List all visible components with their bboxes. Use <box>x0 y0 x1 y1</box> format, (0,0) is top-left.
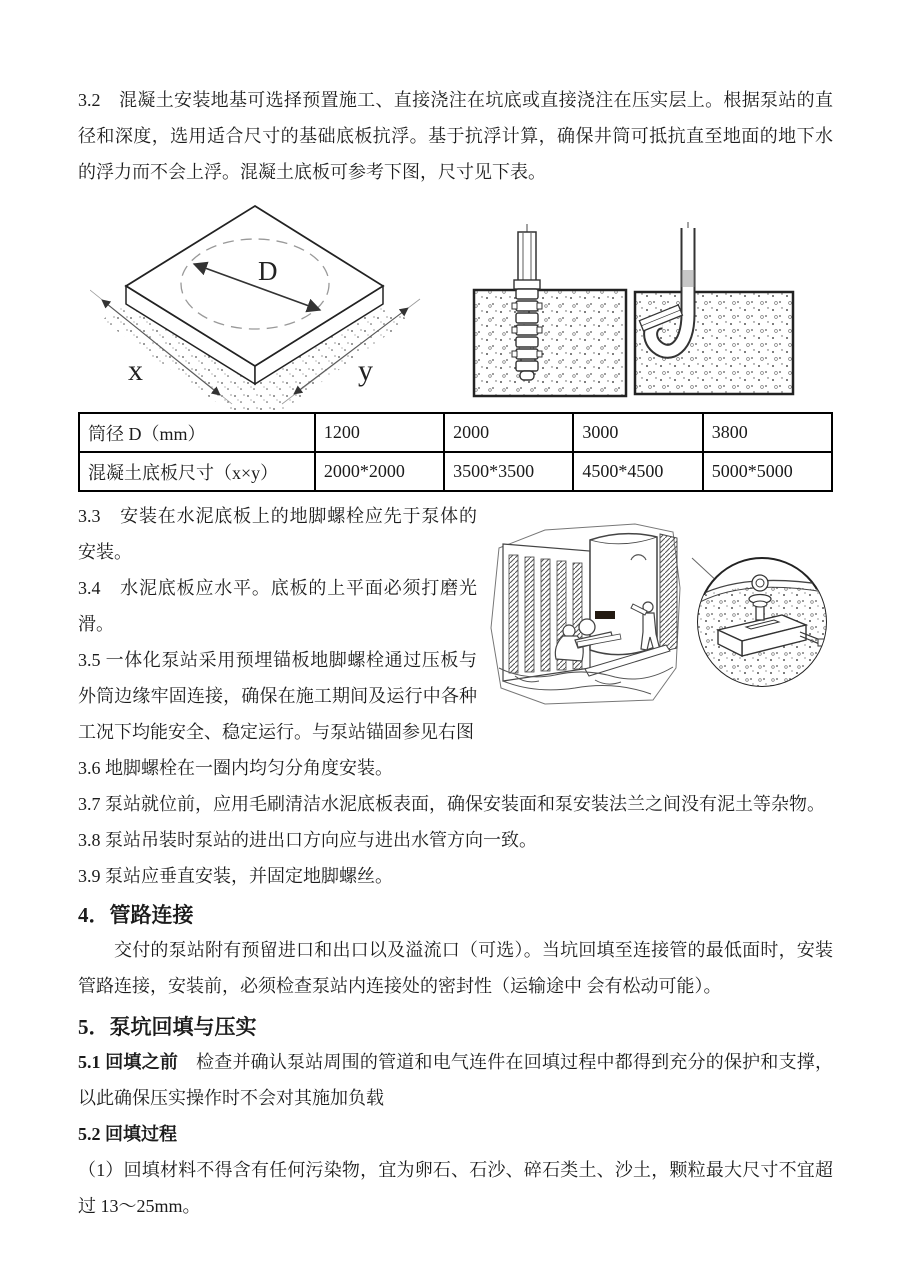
d-label: D <box>258 256 278 286</box>
row-header-diameter: 筒径 D（mm） <box>79 413 315 452</box>
para-3-3: 3.3 安装在水泥底板上的地脚螺栓应先于泵体的安装。 <box>78 506 477 562</box>
right-pile <box>660 534 677 652</box>
base-plate-figure <box>90 198 440 410</box>
table-cell: 1200 <box>315 413 444 452</box>
pit-installation-sketch <box>485 518 687 706</box>
tank-label <box>595 611 615 619</box>
para-5-1-text: 检查并确认泵站周围的管道和电气连件在回填过程中都得到充分的保护和支撑，以此确保压实操作时不会对其施加负载 <box>78 1052 834 1108</box>
anchor-detail-callout <box>690 552 833 692</box>
expansion-bolt <box>512 224 542 380</box>
j-bolt-anchor-figure <box>630 222 800 400</box>
para-5-2-item-1: （1）回填材料不得含有任何污染物，宜为卵石、石沙、碎石类土、沙土，颗粒最大尺寸不宜超过 13～25mm。 <box>78 1160 833 1216</box>
row-header-plate-size: 混凝土底板尺寸（x×y） <box>79 452 315 491</box>
para-3-4: 3.4 水泥底板应水平。底板的上平面必须打磨光滑。 <box>78 578 477 634</box>
table-cell: 4500*4500 <box>573 452 702 491</box>
table-row <box>79 413 832 452</box>
anchoring-section <box>78 498 833 786</box>
x-label: x <box>128 354 143 387</box>
para-3-5: 3.5 一体化泵站采用预埋锚板地脚螺栓通过压板与外筒边缘牢固连接，确保在施工期间及运行中各种工况下均能安全、稳定运行。与泵站锚固参见右图 <box>78 650 477 742</box>
para-3-9: 3.9 泵站应垂直安装，并固定地脚螺丝。 <box>78 866 393 886</box>
para-3-7: 3.7 泵站就位前，应用毛刷清洁水泥底板表面，确保安装面和泵安装法兰之间没有泥土等杂物。 <box>78 794 825 814</box>
para-3-6: 3.6 地脚螺栓在一圈内均匀分角度安装。 <box>78 758 393 778</box>
table-cell: 3000 <box>573 413 702 452</box>
table-cell: 3800 <box>703 413 832 452</box>
foundation-figures <box>78 198 833 408</box>
para-5-1-label: 5.1 回填之前 <box>78 1052 179 1072</box>
pipe-outlet <box>579 619 595 635</box>
table-cell: 5000*5000 <box>703 452 832 491</box>
table-row <box>79 452 832 491</box>
para-3-2: 3.2 混凝土安装地基可选择预置施工、直接浇注在坑底或直接浇注在压实层上。根据泵站的直径和深度，选用适合尺寸的基础底板抗浮。基于抗浮计算，确保井筒可抵抗直至地面的地下水的浮力而不会上浮。混凝土底板可参考下图，尺寸见下表。 <box>78 90 833 182</box>
pump-station-anchoring-figure <box>485 518 833 706</box>
section-4-heading: 4．管路连接 <box>78 903 194 927</box>
para-3-8: 3.8 泵站吊装时泵站的进出口方向应与进出水管方向一致。 <box>78 830 537 850</box>
y-label: y <box>358 354 373 387</box>
concrete-block <box>474 290 626 396</box>
base-plate-size-table <box>78 412 833 492</box>
table-cell: 2000 <box>444 413 573 452</box>
para-4: 交付的泵站附有预留进口和出口以及溢流口（可选）。当坑回填至连接管的最低面时，安装管路连接，安装前，必须检查泵站内连接处的密封性（运输途中 会有松动可能）。 <box>78 940 833 996</box>
para-5-1 <box>78 1044 833 1116</box>
para-5-2-heading: 5.2 回填过程 <box>78 1124 177 1144</box>
section-5-heading: 5．泵坑回填与压实 <box>78 1015 257 1039</box>
table-cell: 3500*3500 <box>444 452 573 491</box>
table-cell: 2000*2000 <box>315 452 444 491</box>
expansion-anchor-figure <box>470 224 630 400</box>
